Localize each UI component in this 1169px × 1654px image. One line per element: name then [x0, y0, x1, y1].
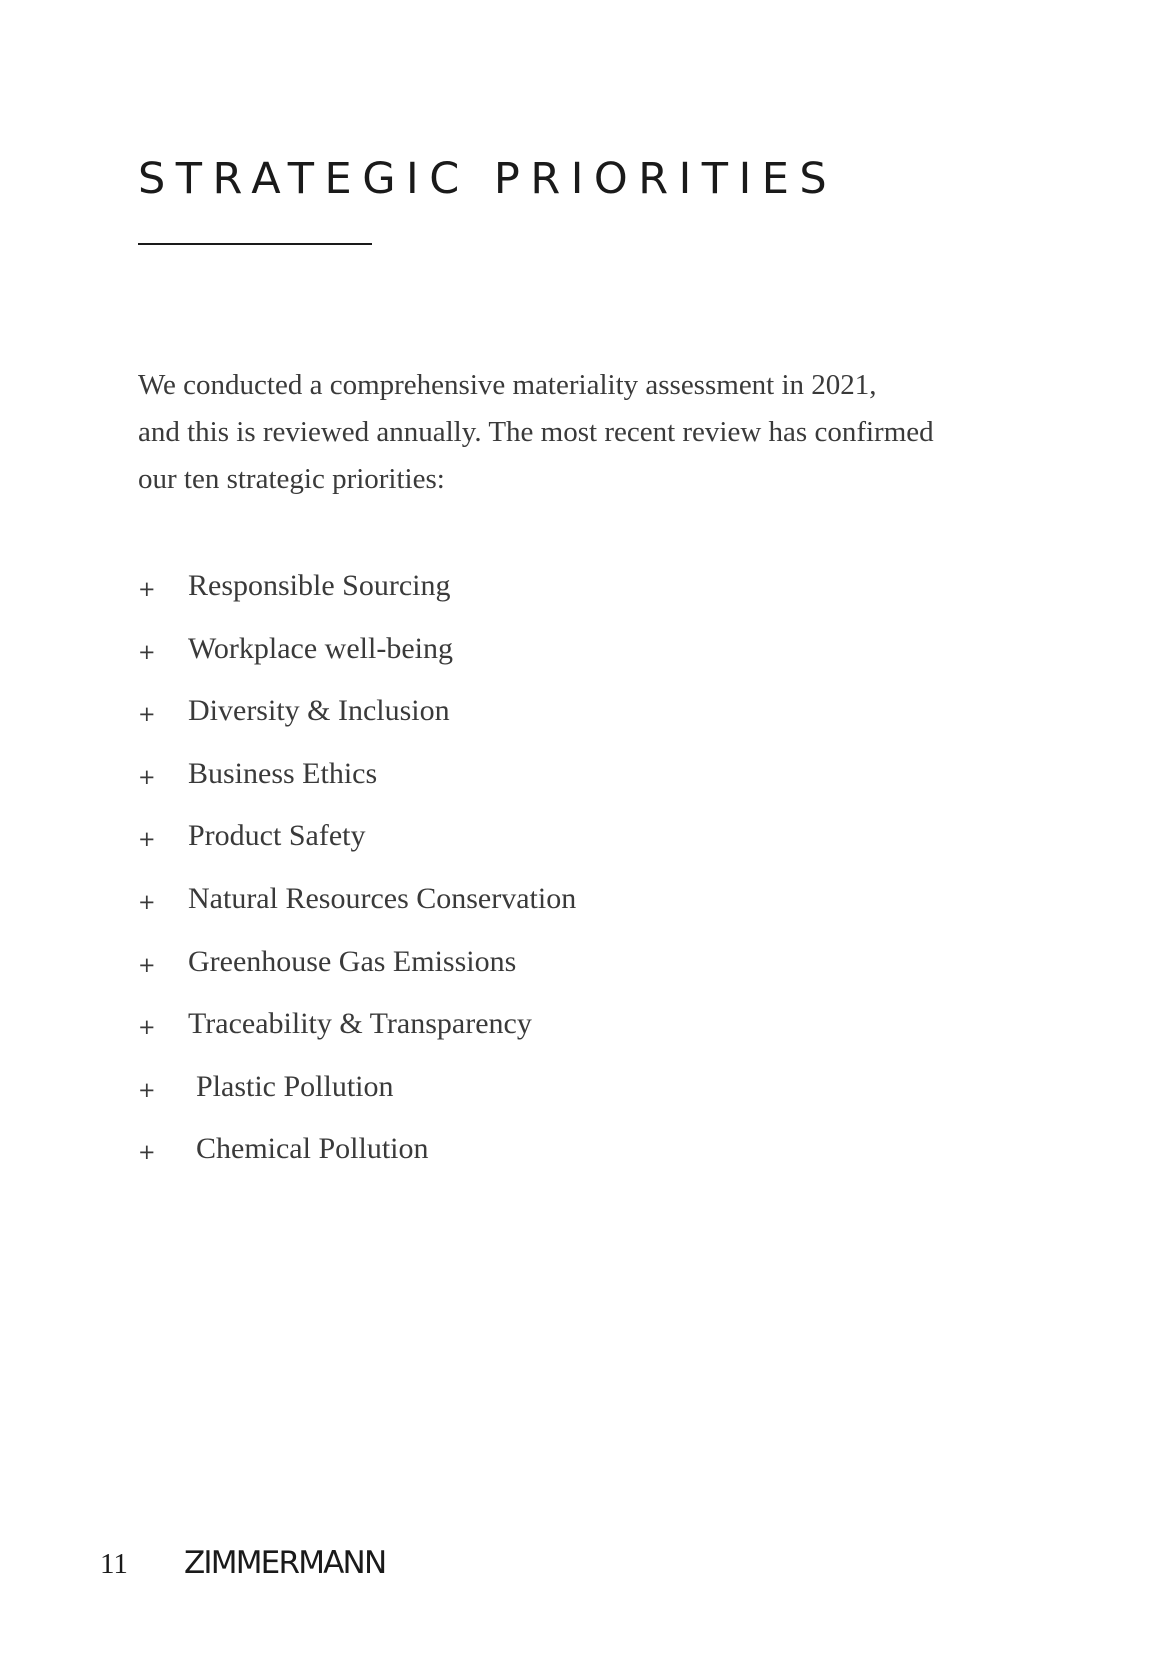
plus-icon: + — [138, 764, 156, 789]
title-underline-divider — [138, 243, 372, 245]
priority-label: Diversity & Inclusion — [188, 694, 450, 728]
brand-logo: ZIMMERMANN — [184, 1545, 386, 1581]
plus-icon: + — [138, 1015, 156, 1040]
priority-label: Plastic Pollution — [196, 1069, 394, 1103]
priority-label: Traceability & Transparency — [188, 1007, 532, 1041]
page-title: STRATEGIC PRIORITIES — [138, 154, 838, 204]
plus-icon: + — [138, 639, 156, 664]
page-number: 11 — [100, 1548, 128, 1580]
priority-label: Workplace well-being — [188, 631, 453, 665]
priority-label: Responsible Sourcing — [188, 569, 451, 602]
priority-label: Greenhouse Gas Emissions — [188, 944, 517, 978]
priority-label: Product Safety — [188, 819, 366, 853]
intro-line: and this is reviewed annually. The most recent review has confirmed — [138, 416, 934, 448]
plus-icon: + — [138, 1140, 156, 1165]
priority-label: Chemical Pollution — [196, 1132, 429, 1166]
intro-paragraph — [138, 362, 978, 503]
plus-icon: + — [138, 952, 156, 977]
intro-line: our ten strategic priorities: — [138, 463, 445, 495]
priority-label: Business Ethics — [188, 756, 378, 790]
priority-label: Natural Resources Conservation — [188, 881, 577, 915]
intro-line: We conducted a comprehensive materiality assessment in 2021, — [138, 369, 877, 401]
plus-icon: + — [138, 1077, 156, 1102]
plus-icon: + — [138, 827, 156, 852]
plus-icon: + — [138, 702, 156, 727]
plus-icon: + — [138, 577, 156, 601]
plus-icon: + — [138, 889, 156, 914]
